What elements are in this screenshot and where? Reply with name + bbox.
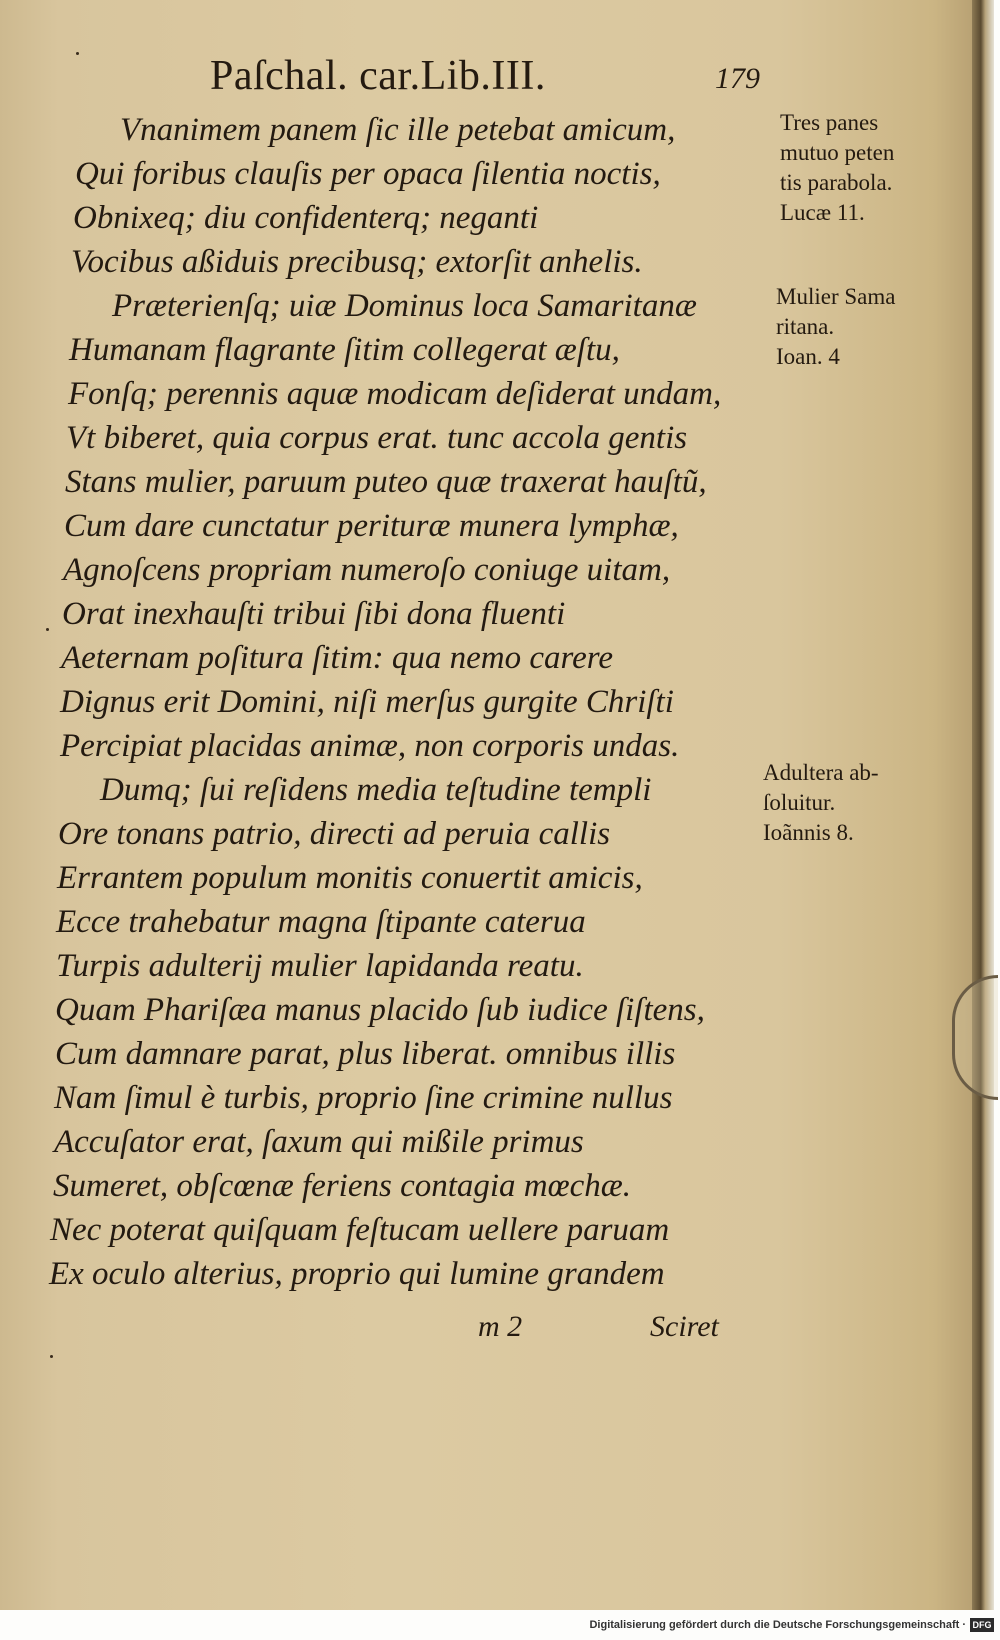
- footer-bar: [0, 1614, 1000, 1640]
- margin-note-line: Adultera ab-: [763, 760, 879, 785]
- verse-line: Humanam flagrante ſitim collegerat æſtu,: [69, 332, 620, 368]
- verse-line: Vnanimem panem ſic ille petebat amicum,: [120, 112, 676, 148]
- margin-note-line: mutuo peten: [780, 140, 895, 165]
- verse-line: Cum dare cunctatur perituræ munera lymphæ,: [64, 508, 679, 544]
- margin-note: [763, 758, 879, 848]
- verse-line: Obnixeq; diu confidenterq; neganti: [73, 200, 539, 236]
- margin-note: [776, 282, 895, 372]
- verse-line: Percipiat placidas animæ, non corporis undas.: [60, 728, 680, 764]
- verse-line: Ore tonans patrio, directi ad peruia callis: [58, 816, 611, 852]
- verse-line: Errantem populum monitis conuertit amicis,: [57, 860, 643, 896]
- margin-note: [780, 108, 894, 228]
- verse-line: Cum damnare parat, plus liberat. omnibus illis: [55, 1036, 676, 1072]
- ink-spot: [76, 52, 79, 55]
- margin-note-line: tis parabola.: [780, 170, 893, 195]
- ink-spot: [50, 1355, 53, 1358]
- verse-line: Ecce trahebatur magna ſtipante caterua: [56, 904, 586, 940]
- margin-note-line: Tres panes: [780, 110, 879, 135]
- verse-line: Vt biberet, quia corpus erat. tunc accola gentis: [66, 420, 688, 456]
- verse-line: Fonſq; perennis aquæ modicam deſiderat undam,: [68, 376, 722, 412]
- margin-note-line: ſoluitur.: [763, 790, 836, 815]
- margin-note-line: Ioãnnis 8.: [763, 820, 854, 845]
- verse-line: Orat inexhauſti tribui ſibi dona fluenti: [62, 596, 566, 632]
- margin-note-line: Lucæ 11.: [780, 200, 865, 225]
- verse-line: Quam Phariſæa manus placido ſub iudice ſiſtens,: [55, 992, 705, 1028]
- verse-line: Ex oculo alterius, proprio qui lumine grandem: [49, 1256, 665, 1292]
- running-head: Paſchal. car.Lib.III.: [210, 53, 546, 99]
- verse-line: Dignus erit Domini, niſi merſus gurgite Chriſti: [60, 684, 674, 720]
- verse-line: Turpis adulterij mulier lapidanda reatu.: [56, 948, 584, 984]
- signature-mark: m 2: [478, 1310, 523, 1343]
- verse-line: Præterienſq; uiæ Dominus loca Samaritanæ: [112, 288, 697, 324]
- margin-note-line: Mulier Sama: [776, 284, 896, 309]
- verse-line: Accuſator erat, ſaxum qui mißile primus: [54, 1124, 584, 1160]
- page-edge: [972, 0, 994, 1610]
- verse-line: Stans mulier, paruum puteo quæ traxerat hauſtũ,: [65, 464, 707, 500]
- page-header: [210, 52, 770, 102]
- dfg-logo-icon: DFG: [970, 1618, 994, 1632]
- verse-line: Sumeret, obſcœnæ feriens contagia mœchæ.: [53, 1168, 632, 1204]
- verse-line: Qui foribus clauſis per opaca ſilentia noctis,: [75, 156, 661, 192]
- catchword: Sciret: [650, 1310, 719, 1343]
- margin-note-line: ritana.: [776, 314, 835, 339]
- verse-line: Vocibus aßiduis precibusq; extorſit anhelis.: [71, 244, 643, 280]
- verse-line: Nam ſimul è turbis, proprio ſine crimine nullus: [54, 1080, 673, 1116]
- margin-note-line: Ioan. 4: [776, 344, 840, 369]
- digitization-credit: Digitalisierung gefördert durch die Deutsche Forschungsgemeinschaft ·: [589, 1619, 966, 1631]
- ink-spot: [46, 628, 49, 631]
- folio-number: 179: [715, 62, 760, 95]
- verse-line: Agnoſcens propriam numeroſo coniuge uitam,: [63, 552, 671, 588]
- verse-line: Dumq; ſui reſidens media teſtudine templi: [100, 772, 652, 808]
- verse-line: Nec poterat quiſquam feſtucam uellere paruam: [50, 1212, 670, 1248]
- verse-line: Aeternam poſitura ſitim: qua nemo carere: [61, 640, 614, 676]
